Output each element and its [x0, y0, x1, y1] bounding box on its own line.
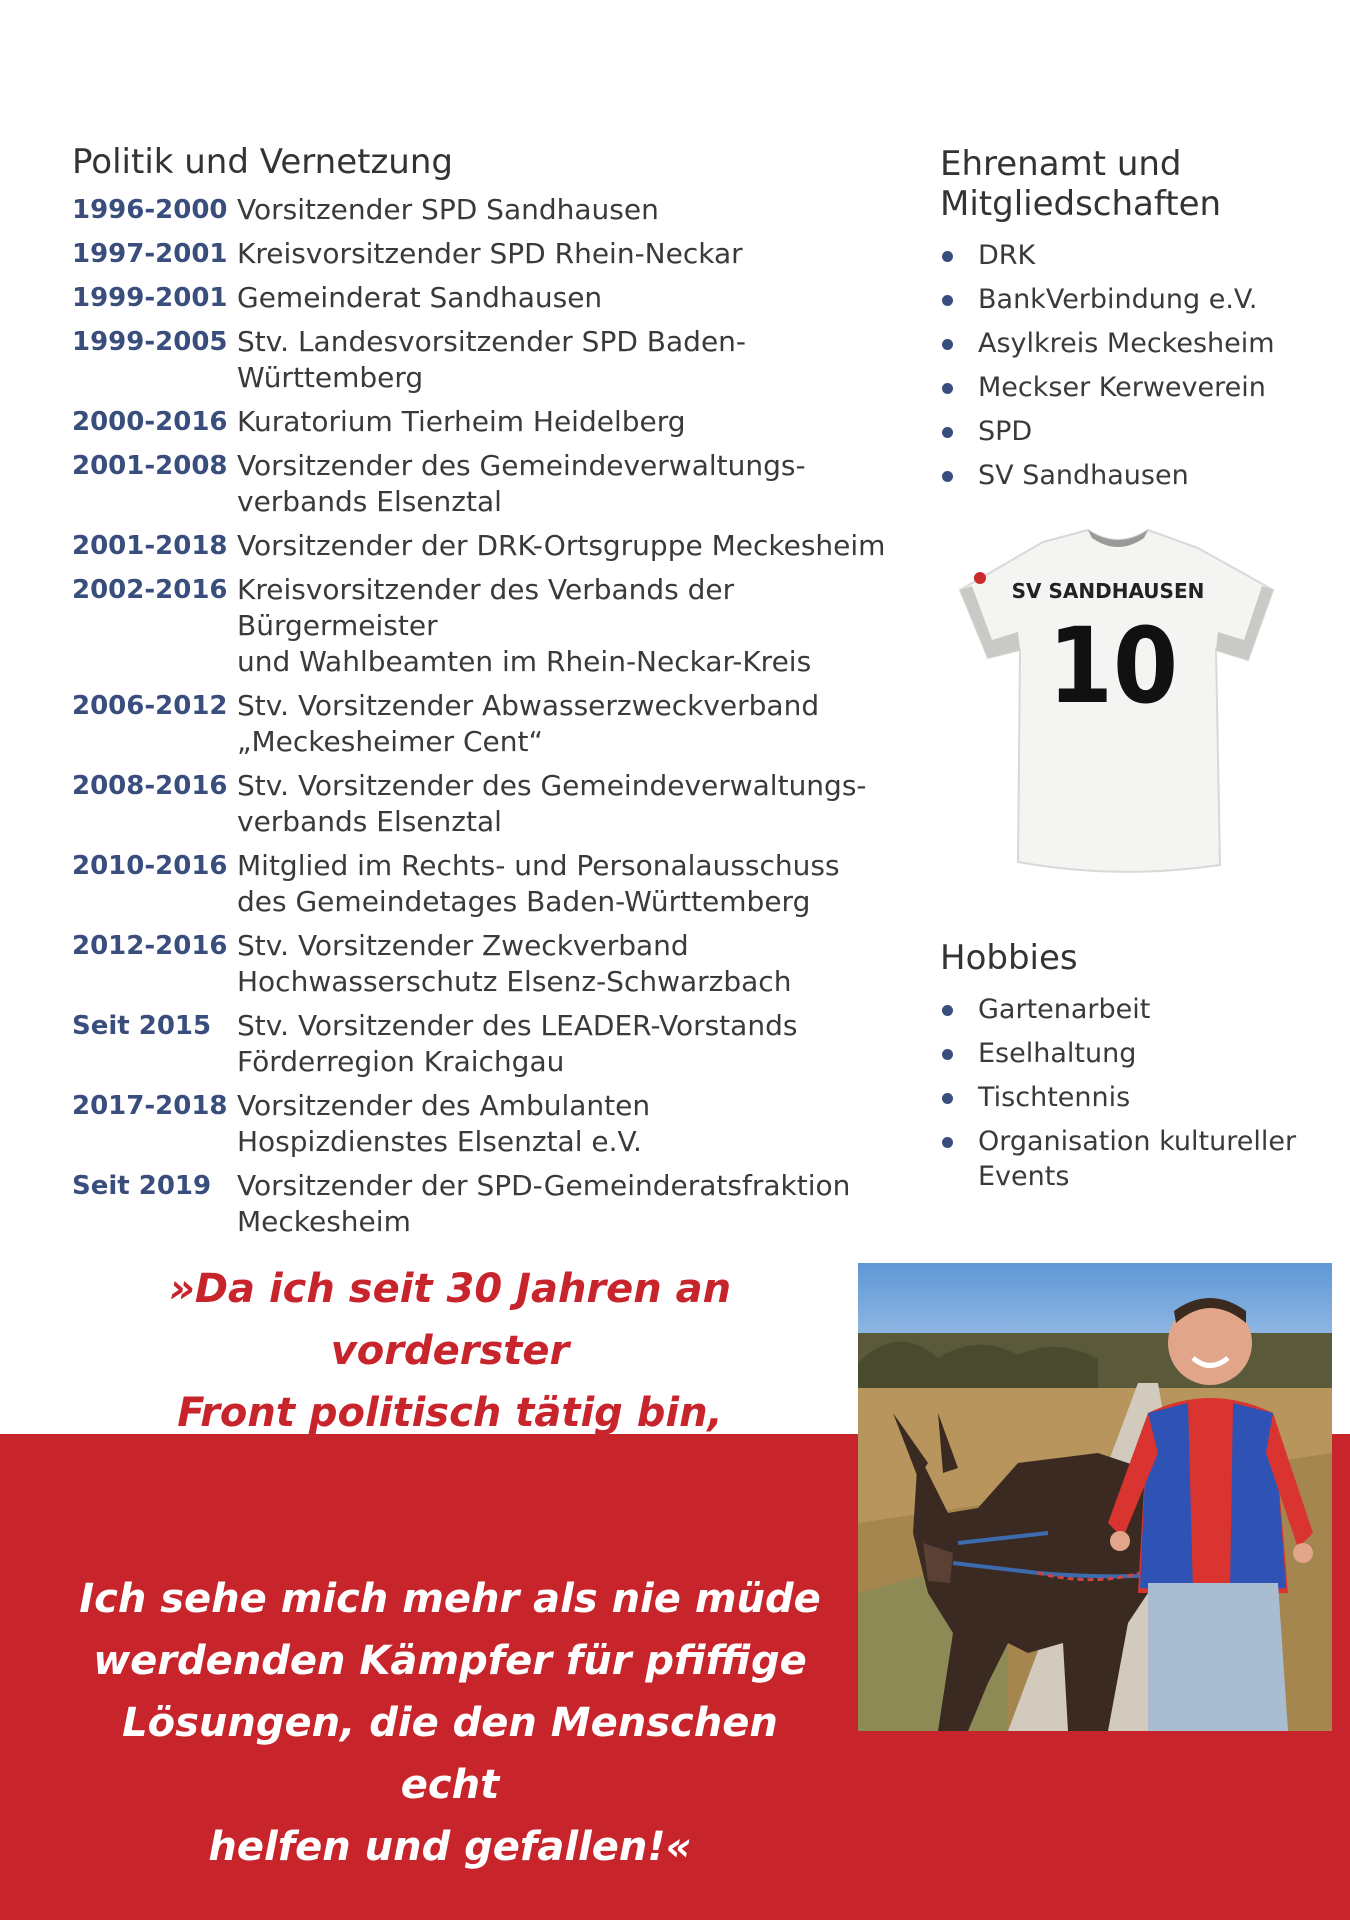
- ehrenamt-title-line2: Mitgliedschaften: [940, 184, 1222, 224]
- entry-description: Vorsitzender SPD Sandhausen: [237, 193, 659, 226]
- quote-top-part: [70, 1258, 830, 1568]
- quote-bottom-part: [70, 1568, 830, 1878]
- bullet-item: [940, 326, 1340, 361]
- bullet-dot-icon: [942, 1093, 953, 1104]
- ehrenamt-title: [940, 144, 1340, 224]
- entry-description: Stv. Vorsitzender Abwasserzweckverband „Meckesheimer Cent“: [237, 689, 820, 758]
- politik-entry: [72, 192, 902, 228]
- politik-entry: [72, 528, 902, 564]
- entry-description: Stv. Landesvorsitzender SPD Baden-Württemberg: [237, 325, 747, 394]
- entry-description: Vorsitzender der DRK-Ortsgruppe Meckesheim: [237, 529, 886, 562]
- politik-entry: [72, 1008, 902, 1080]
- bullet-dot-icon: [942, 1049, 953, 1060]
- quote: [70, 1258, 830, 1878]
- politik-section: [72, 142, 902, 1248]
- ehrenamt-title-line1: Ehrenamt und: [940, 144, 1182, 184]
- entry-year: 2017-2018: [72, 1091, 228, 1121]
- ehrenamt-section: [940, 144, 1340, 502]
- entry-year: Seit 2019: [72, 1171, 212, 1201]
- politik-entry: [72, 404, 902, 440]
- bullet-item: [940, 992, 1340, 1027]
- politik-entry: [72, 848, 902, 920]
- bullet-dot-icon: [942, 427, 953, 438]
- entry-year: 1996-2000: [72, 195, 228, 225]
- politik-entry: [72, 1168, 902, 1240]
- bullet-text: BankVerbindung e.V.: [978, 284, 1258, 315]
- politik-entry: [72, 928, 902, 1000]
- entry-year: 2010-2016: [72, 851, 228, 881]
- quote-line: »Da ich seit 30 Jahren an vorderster: [168, 1266, 732, 1374]
- entry-description: Vorsitzender des Gemeindeverwaltungs- verbands Elsenztal: [237, 449, 806, 518]
- entry-description: Gemeinderat Sandhausen: [237, 281, 603, 314]
- entry-description: Stv. Vorsitzender des LEADER-Vorstands Förderregion Kraichgau: [237, 1009, 798, 1078]
- bullet-text: SV Sandhausen: [978, 460, 1189, 491]
- entry-description: Kuratorium Tierheim Heidelberg: [237, 405, 686, 438]
- quote-line: man mich oft als „Polit-Profi“.: [108, 1514, 792, 1560]
- bullet-item: [940, 282, 1340, 317]
- bullet-text: Meckser Kerweverein: [978, 372, 1266, 403]
- bullet-dot-icon: [942, 471, 953, 482]
- politik-entry: [72, 448, 902, 520]
- bullet-item: [940, 458, 1340, 493]
- bullet-text: Eselhaltung: [978, 1038, 1137, 1069]
- bullet-dot-icon: [942, 339, 953, 350]
- politik-entry: [72, 688, 902, 760]
- bullet-text: Asylkreis Meckesheim: [978, 328, 1275, 359]
- bullet-item: [940, 1080, 1340, 1115]
- bullet-text: DRK: [978, 240, 1036, 271]
- jersey-illustration: [948, 520, 1288, 880]
- hobbies-list: [940, 992, 1340, 1194]
- entry-description: Kreisvorsitzender des Verbands der Bürgermeister und Wahlbeamten im Rhein-Neckar-Kreis: [237, 573, 812, 678]
- bullet-dot-icon: [942, 383, 953, 394]
- entry-description: Mitglied im Rechts- und Personalausschuss des Gemeindetages Baden-Württemberg: [237, 849, 840, 918]
- entry-description: Vorsitzender des Ambulanten Hospizdienstes Elsenztal e.V.: [237, 1089, 651, 1158]
- hobbies-section: [940, 938, 1340, 1203]
- photo-man-with-donkey: [858, 1263, 1332, 1731]
- politik-entry: [72, 324, 902, 396]
- entry-year: 2012-2016: [72, 931, 228, 961]
- bullet-dot-icon: [942, 251, 953, 262]
- politik-entry: [72, 768, 902, 840]
- ehrenamt-list: [940, 238, 1340, 493]
- entry-year: 2001-2008: [72, 451, 228, 481]
- bullet-dot-icon: [942, 295, 953, 306]
- politik-entries-list: [72, 192, 902, 1240]
- politik-title: Politik und Vernetzung: [72, 142, 453, 182]
- entry-year: 2008-2016: [72, 771, 228, 801]
- quote-line: helfen und gefallen!«: [208, 1824, 692, 1870]
- entry-year: Seit 2015: [72, 1011, 212, 1041]
- entry-year: 1999-2005: [72, 327, 228, 357]
- entry-year: 2006-2012: [72, 691, 228, 721]
- entry-description: Stv. Vorsitzender Zweckverband Hochwasserschutz Elsenz-Schwarzbach: [237, 929, 792, 998]
- entry-description: Kreisvorsitzender SPD Rhein-Neckar: [237, 237, 743, 270]
- bullet-item: [940, 414, 1340, 449]
- bullet-text: Organisation kultureller Events: [978, 1126, 1297, 1192]
- bullet-item: [940, 1124, 1340, 1194]
- bullet-text: SPD: [978, 416, 1033, 447]
- politik-entry: [72, 1088, 902, 1160]
- quote-line: Ich sehe mich mehr als nie müde: [79, 1576, 821, 1622]
- bullet-item: [940, 370, 1340, 405]
- bullet-text: Gartenarbeit: [978, 994, 1151, 1025]
- bullet-item: [940, 1036, 1340, 1071]
- entry-description: Stv. Vorsitzender des Gemeindeverwaltungs- verbands Elsenztal: [237, 769, 867, 838]
- entry-year: 2001-2018: [72, 531, 228, 561]
- photo-illustration: [858, 1263, 1332, 1731]
- jersey-number: 10: [1047, 605, 1179, 727]
- politik-entry: [72, 236, 902, 272]
- entry-year: 2002-2016: [72, 575, 228, 605]
- bullet-text: Tischtennis: [978, 1082, 1131, 1113]
- bullet-dot-icon: [942, 1137, 953, 1148]
- entry-year: 2000-2016: [72, 407, 228, 437]
- jersey-image: [948, 520, 1288, 880]
- entry-description: Vorsitzender der SPD-Gemeinderatsfraktion Meckesheim: [237, 1169, 851, 1238]
- bullet-dot-icon: [942, 1005, 953, 1016]
- quote-line: Lösungen, die den Menschen echt: [122, 1700, 778, 1808]
- entry-year: 1997-2001: [72, 239, 228, 269]
- entry-year: 1999-2001: [72, 283, 228, 313]
- quote-line: werdenden Kämpfer für pfiffige: [93, 1638, 807, 1684]
- jersey-club-text: SV SANDHAUSEN: [1011, 579, 1205, 603]
- bullet-item: [940, 238, 1340, 273]
- politik-entry: [72, 572, 902, 680]
- quote-line: Front politisch tätig bin, bezeichnet: [177, 1390, 723, 1498]
- hobbies-title: Hobbies: [940, 938, 1078, 978]
- politik-entry: [72, 280, 902, 316]
